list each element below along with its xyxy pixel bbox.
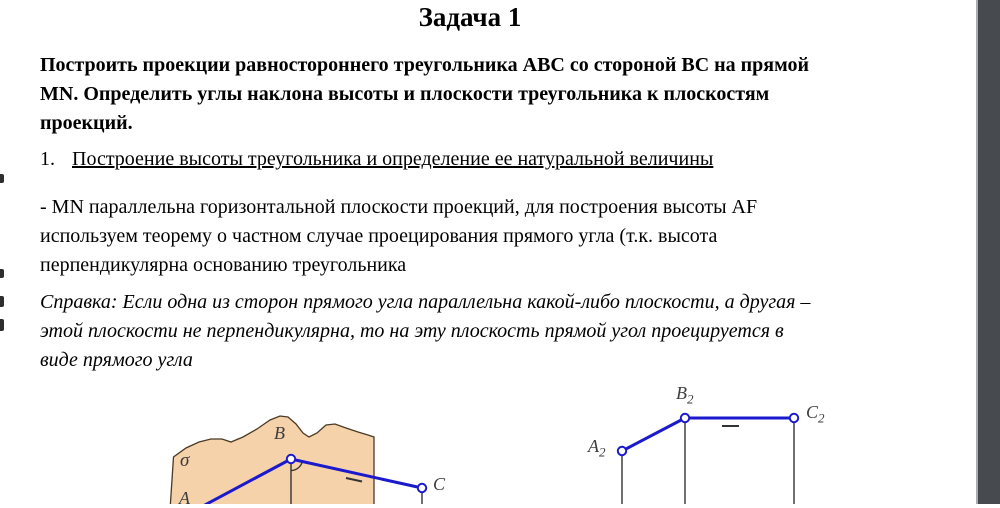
reference-note: [40, 288, 952, 375]
left-edge-fragment: [0, 269, 4, 278]
vertex-b2: [681, 414, 689, 422]
vertex-c2: [790, 414, 798, 422]
point-c2-label: $C_2$: [806, 402, 825, 426]
section-heading-text: Построение высоты треугольника и определение ее натуральной величины: [72, 148, 714, 170]
body-paragraph: [40, 193, 952, 280]
plane-sigma-region: [170, 416, 374, 504]
left-edge-fragment: [0, 296, 4, 307]
body-line: - MN параллельна горизонтальной плоскости проекций, для построения высоты AF: [40, 196, 758, 218]
geometry-diagrams: [0, 380, 1000, 504]
left-edge-fragment: [0, 174, 4, 183]
point-a-label: A: [179, 488, 190, 508]
vertex-a2: [618, 447, 626, 455]
left-edge-fragment: [0, 319, 4, 331]
page-title: Задача 1: [418, 2, 522, 32]
section-number: 1.: [40, 148, 55, 170]
problem-line: MN. Определить углы наклона высоты и плоскости треугольника к плоскостям: [40, 83, 770, 105]
plane-sigma-label: σ: [180, 450, 190, 471]
body-line: используем теорему о частном случае проецирования прямого угла (т.к. высота: [40, 225, 718, 247]
problem-line: Построить проекции равностороннего треугольника ABC со стороной BC на прямой: [40, 54, 810, 76]
frontal-projection-diagram: [618, 414, 798, 504]
note-line: этой плоскости не перпендикулярна, то на эту плоскость прямой угол проецируется в: [40, 320, 784, 342]
note-line: виде прямого угла: [40, 349, 193, 371]
problem-line: проекций.: [40, 112, 133, 134]
point-a2-label: $A_2$: [588, 436, 606, 460]
point-c-label: C: [433, 474, 446, 494]
body-line: перпендикулярна основанию треугольника: [40, 254, 407, 276]
right-side-panel: [976, 0, 1000, 504]
section-heading: [40, 145, 713, 174]
point-b-label: B: [274, 423, 285, 443]
problem-statement: [40, 51, 952, 138]
point-b2-label: $B_2$: [676, 383, 694, 407]
vertex-c: [418, 484, 426, 492]
edge-a2b2: [622, 418, 685, 451]
spatial-diagram: [170, 416, 426, 504]
note-line: Справка: Если одна из сторон прямого угла параллельна какой-либо плоскости, а другая –: [40, 291, 811, 313]
vertex-b: [287, 455, 295, 463]
